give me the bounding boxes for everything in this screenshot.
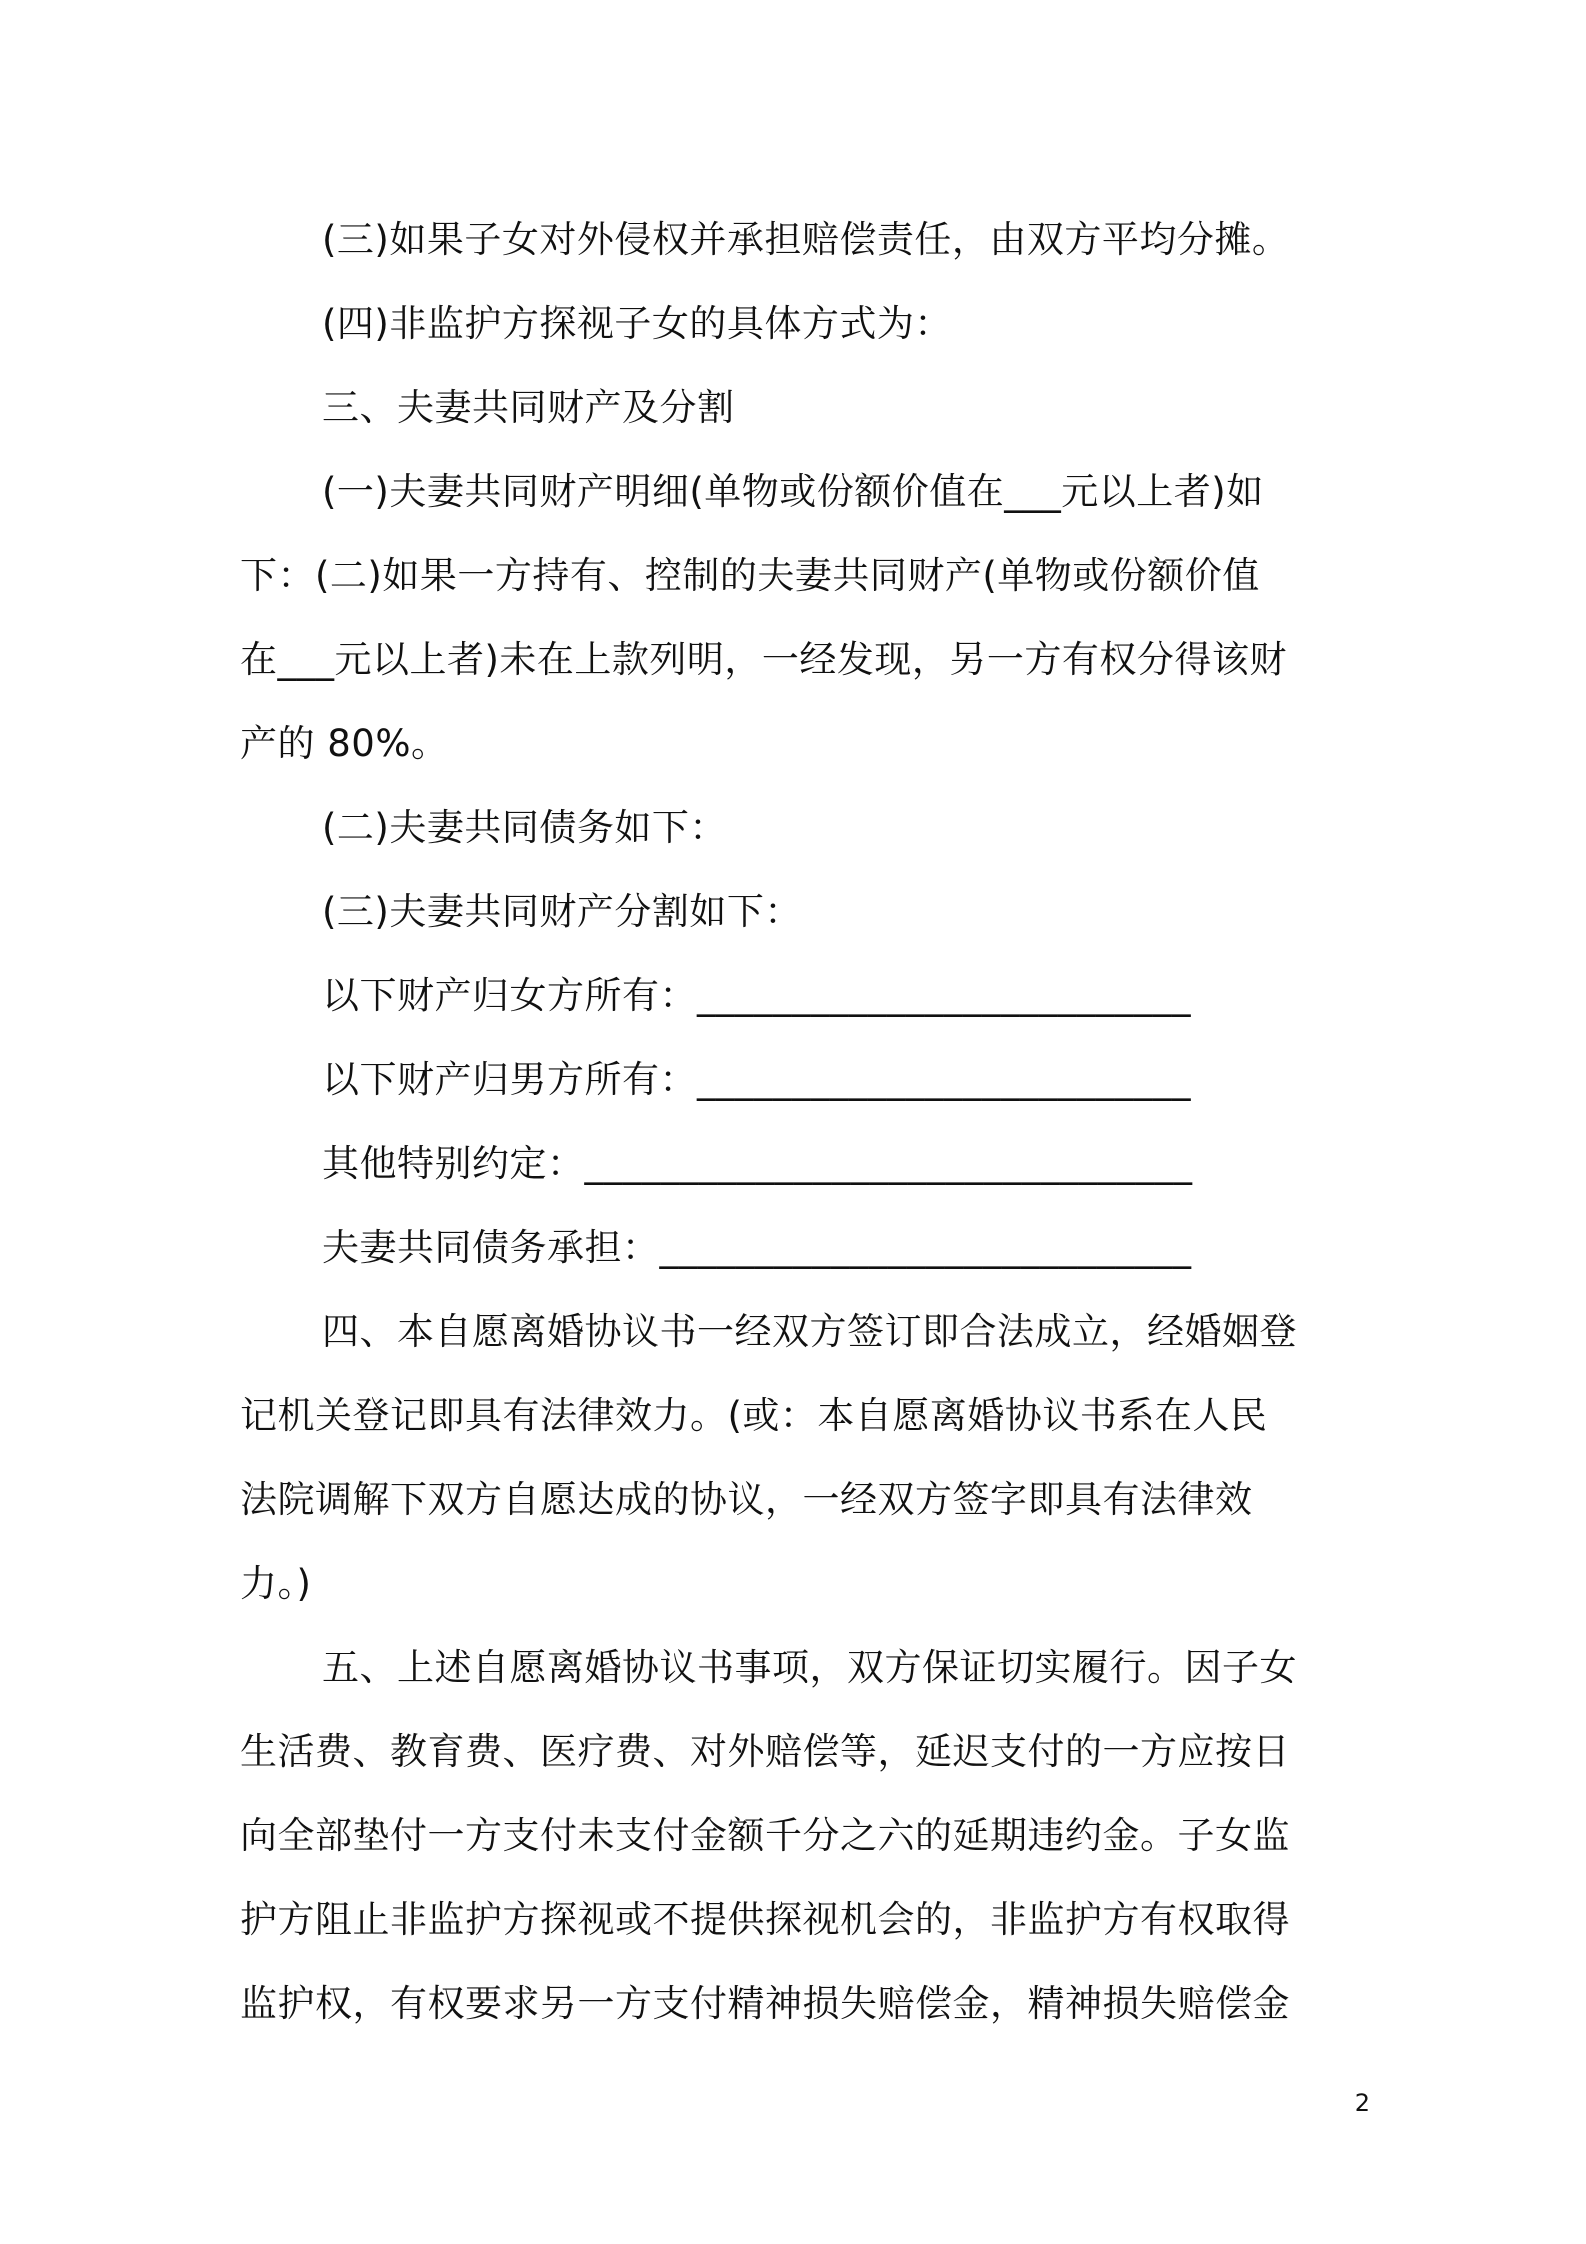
section-heading: 三、夫妻共同财产及分割: [322, 386, 735, 429]
paragraph-line: 在___元以上者)未在上款列明，一经发现，另一方有权分得该财: [240, 638, 1287, 681]
page-number: 2: [1354, 2089, 1370, 2117]
paragraph-line: 下：(二)如果一方持有、控制的夫妻共同财产(单物或份额价值: [240, 554, 1260, 597]
paragraph-line: (二)夫妻共同债务如下：: [322, 806, 727, 849]
paragraph-line: 向全部垫付一方支付未支付金额千分之六的延期违约金。子女监: [240, 1814, 1290, 1857]
section-heading: 四、本自愿离婚协议书一经双方签订即合法成立，经婚姻登: [322, 1310, 1297, 1353]
document-body: [240, 198, 1348, 2046]
paragraph-line: 生活费、教育费、医疗费、对外赔偿等，延迟支付的一方应按日: [240, 1730, 1290, 1773]
paragraph-line: 监护权，有权要求另一方支付精神损失赔偿金，精神损失赔偿金: [240, 1982, 1290, 2025]
paragraph-line: (一)夫妻共同财产明细(单物或份额价值在___元以上者)如: [322, 470, 1264, 513]
paragraph-line: (三)如果子女对外侵权并承担赔偿责任，由双方平均分摊。: [322, 218, 1290, 261]
section-heading: 五、上述自愿离婚协议书事项，双方保证切实履行。因子女: [322, 1646, 1297, 1689]
paragraph-line: 护方阻止非监护方探视或不提供探视机会的，非监护方有权取得: [240, 1898, 1290, 1941]
paragraph-line: 产的 80%。: [240, 722, 449, 765]
paragraph-line: 力。): [240, 1562, 312, 1605]
paragraph-line: 记机关登记即具有法律效力。(或：本自愿离婚协议书系在人民: [240, 1394, 1268, 1437]
paragraph-line: (四)非监护方探视子女的具体方式为：: [322, 302, 952, 345]
fill-in-line: 以下财产归女方所有：__________________________: [322, 974, 1191, 1017]
fill-in-line: 其他特别约定：________________________________: [322, 1142, 1193, 1185]
fill-in-line: 以下财产归男方所有：__________________________: [322, 1058, 1191, 1101]
fill-in-line: 夫妻共同债务承担：____________________________: [322, 1226, 1192, 1269]
paragraph-line: 法院调解下双方自愿达成的协议，一经双方签字即具有法律效: [240, 1478, 1253, 1521]
paragraph-line: (三)夫妻共同财产分割如下：: [322, 890, 802, 933]
